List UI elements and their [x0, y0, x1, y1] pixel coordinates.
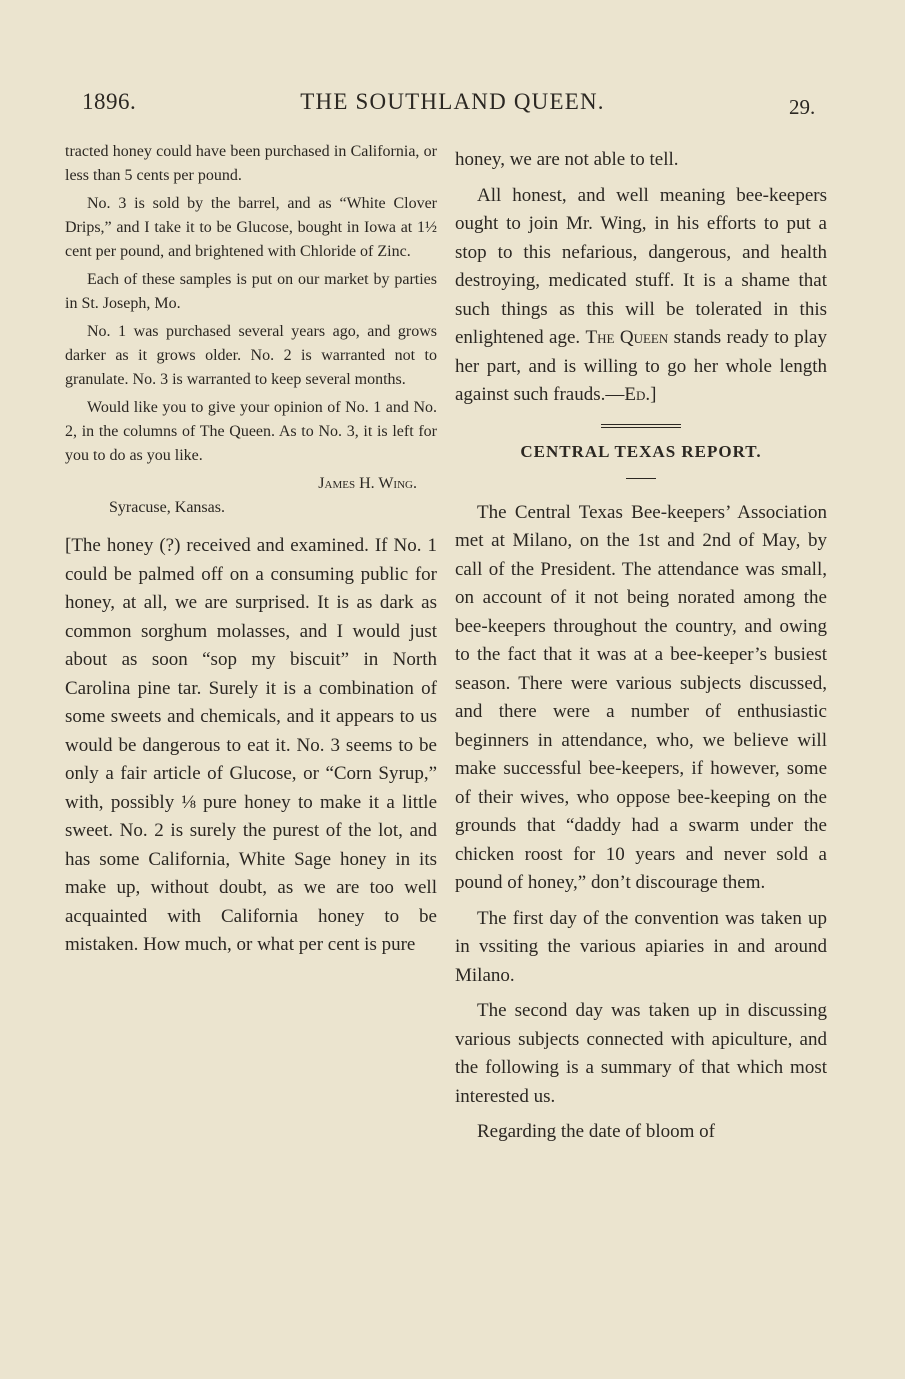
letter-paragraph: Each of these samples is put on our market by parties in St. Joseph, Mo.: [65, 271, 437, 312]
section-divider: [601, 424, 681, 428]
left-column: [65, 140, 437, 1300]
report-paragraph: The second day was taken up in discussing various subjects connected with apiculture, and the following is a summary of that which most interested us.: [455, 1000, 827, 1107]
reader-letter: [65, 140, 437, 520]
editor-mark: Ed.: [624, 384, 651, 405]
header-year: 1896.: [82, 89, 137, 114]
letter-signature: James H. Wing.: [318, 475, 417, 492]
title-rule: [626, 478, 656, 479]
letter-place: Syracuse, Kansas.: [109, 499, 225, 516]
closing-bracket: ]: [650, 384, 657, 405]
page-number: 29.: [789, 95, 816, 119]
publication-name: The Queen: [585, 327, 669, 348]
editorial-text: All honest, and well meaning bee-keepers ought to join Mr. Wing, in his efforts to put a stop to this nefarious, dangerous, and health destroying, medicated stuff. It is a shame that such things as this will be tolerated in this enlightened age.: [455, 184, 827, 348]
report-paragraph: Regarding the date of bloom of: [477, 1121, 715, 1142]
section-title: CENTRAL TEXAS REPORT.: [520, 441, 762, 461]
letter-paragraph: No. 3 is sold by the barrel, and as “White Clover Drips,” and I take it to be Glucose, bought in Iowa at 1½ cent per pound, and brightened with Chloride of Zinc.: [65, 195, 437, 260]
editorial-reply-continued: [455, 146, 827, 410]
central-texas-report: [455, 499, 827, 1147]
editorial-paragraph: [455, 182, 827, 410]
editorial-reply: [65, 532, 437, 960]
header-title: THE SOUTHLAND QUEEN.: [300, 89, 605, 114]
page-header: [0, 85, 905, 125]
editorial-paragraph: honey, we are not able to tell.: [455, 149, 679, 170]
letter-paragraph: Would like you to give your opinion of No. 1 and No. 2, in the columns of The Queen. As to No. 3, it is left for you to do as you like.: [65, 399, 437, 464]
editorial-paragraph: [The honey (?) received and examined. If No. 1 could be palmed off on a consuming public for honey, at all, we are surprised. It is as dark as common sorghum molasses, and I would just about as soon “sop my biscuit” in North Carolina pine tar. Surely it is a combination of some sweets and chemicals, and it appears to us would be dangerous to eat it. No. 3 seems to be only a fair article of Glucose, or “Corn Syrup,” with, possibly ⅛ pure honey to make it a little sweet. No. 2 is surely the purest of the lot, and has some California, White Sage honey in its make up, without doubt, as we are too well acquainted with California honey to be mistaken. How much, or what per cent is pure: [65, 535, 437, 955]
editorial-text: stands ready to play her part, and is willing to go her whole length against such frauds.—: [455, 327, 827, 405]
report-paragraph: The first day of the convention was taken up in vssiting the various apiaries in and around Milano.: [455, 907, 827, 986]
letter-paragraph: No. 1 was purchased several years ago, and grows darker as it grows older. No. 2 is warranted not to granulate. No. 3 is warranted to keep several months.: [65, 323, 437, 388]
report-paragraph: The Central Texas Bee-keepers’ Association met at Milano, on the 1st and 2nd of May, by call of the President. The attendance was small, on account of it not being norated among the bee-keepers throughout the country, and owing to the fact that it was at a bee-keeper’s busiest season. There were various subjects discussed, and there were a number of enthusiastic beginners in attendance, who, we believe will make successful bee-keepers, if however, some of their wives, who oppose bee-keeping on the grounds that “daddy had a swarm under the chicken roost for 10 years and never sold a pound of honey,” don’t discourage them.: [455, 501, 827, 893]
right-column: [455, 146, 827, 1296]
letter-paragraph: tracted honey could have been purchased in California, or less than 5 cents per pound.: [65, 143, 437, 184]
